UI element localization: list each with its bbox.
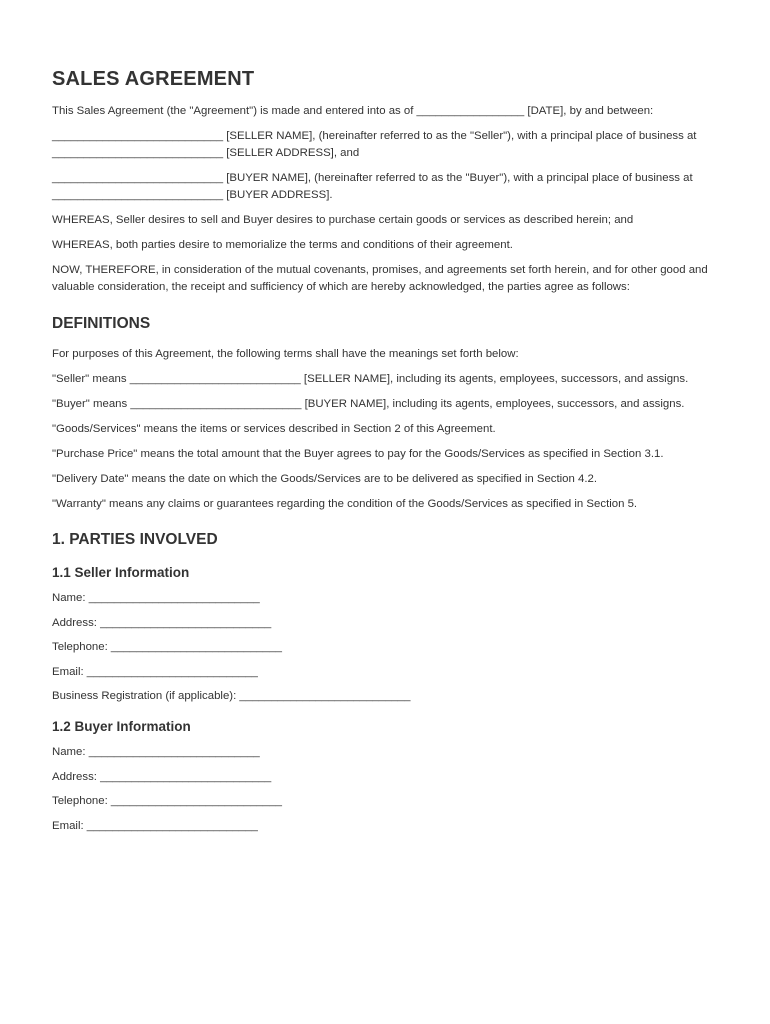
whereas-paragraph-1: WHEREAS, Seller desires to sell and Buyer desires to purchase certain goods or services as described herein; and <box>52 214 634 226</box>
definitions-section <box>52 346 720 513</box>
definition-buyer: "Buyer" means ___________________________ [BUYER NAME], including its agents, employees, successors, and assigns. <box>52 398 685 410</box>
definition-seller: "Seller" means ___________________________ [SELLER NAME], including its agents, employees, successors, and assigns. <box>52 373 689 385</box>
seller-business-registration-field: Business Registration (if applicable): ___________________________ <box>52 690 411 702</box>
buyer-party-paragraph: ___________________________ [BUYER NAME], (hereinafter referred to as the "Buyer"), with a principal place of business at ___________________________ [BUYER ADDRESS]. <box>52 172 693 201</box>
document-title: SALES AGREEMENT <box>52 68 255 90</box>
parties-heading: 1. PARTIES INVOLVED <box>52 531 218 548</box>
buyer-email-field: Email: ___________________________ <box>52 819 258 832</box>
intro-paragraph: This Sales Agreement (the "Agreement") is made and entered into as of _________________ [DATE], by and between: <box>52 105 654 117</box>
definitions-heading: DEFINITIONS <box>52 315 151 332</box>
seller-info-heading: 1.1 Seller Information <box>52 565 190 580</box>
definition-goods-services: "Goods/Services" means the items or services described in Section 2 of this Agreement. <box>52 423 496 435</box>
seller-telephone-field: Telephone: ___________________________ <box>52 641 282 653</box>
definition-purchase-price: "Purchase Price" means the total amount that the Buyer agrees to pay for the Goods/Services as specified in Section 3.1. <box>52 448 664 460</box>
buyer-name-field: Name: ___________________________ <box>52 746 260 758</box>
now-therefore-paragraph: NOW, THEREFORE, in consideration of the mutual covenants, promises, and agreements set forth herein, and for other good and valuable consideration, the receipt and sufficiency of which are hereby acknowledged, the parties agree as follows: <box>52 264 708 293</box>
seller-name-field: Name: ___________________________ <box>52 592 260 604</box>
buyer-info-fields <box>52 744 720 835</box>
buyer-info-heading: 1.2 Buyer Information <box>52 719 191 734</box>
definitions-intro: For purposes of this Agreement, the following terms shall have the meanings set forth below: <box>52 348 519 360</box>
buyer-address-field: Address: ___________________________ <box>52 770 272 783</box>
definition-warranty: "Warranty" means any claims or guarantees regarding the condition of the Goods/Services as specified in Section 5. <box>52 498 638 510</box>
buyer-telephone-field: Telephone: ___________________________ <box>52 795 282 807</box>
seller-address-field: Address: ___________________________ <box>52 616 272 629</box>
seller-party-paragraph: ___________________________ [SELLER NAME], (hereinafter referred to as the "Seller"), with a principal place of business at ___________________________ [SELLER ADDRESS], and <box>52 130 697 159</box>
definition-delivery-date: "Delivery Date" means the date on which the Goods/Services are to be delivered as specified in Section 4.2. <box>52 473 598 485</box>
seller-email-field: Email: ___________________________ <box>52 665 258 678</box>
seller-info-fields <box>52 590 720 705</box>
whereas-paragraph-2: WHEREAS, both parties desire to memorialize the terms and conditions of their agreement. <box>52 239 513 251</box>
intro-section <box>52 103 720 296</box>
